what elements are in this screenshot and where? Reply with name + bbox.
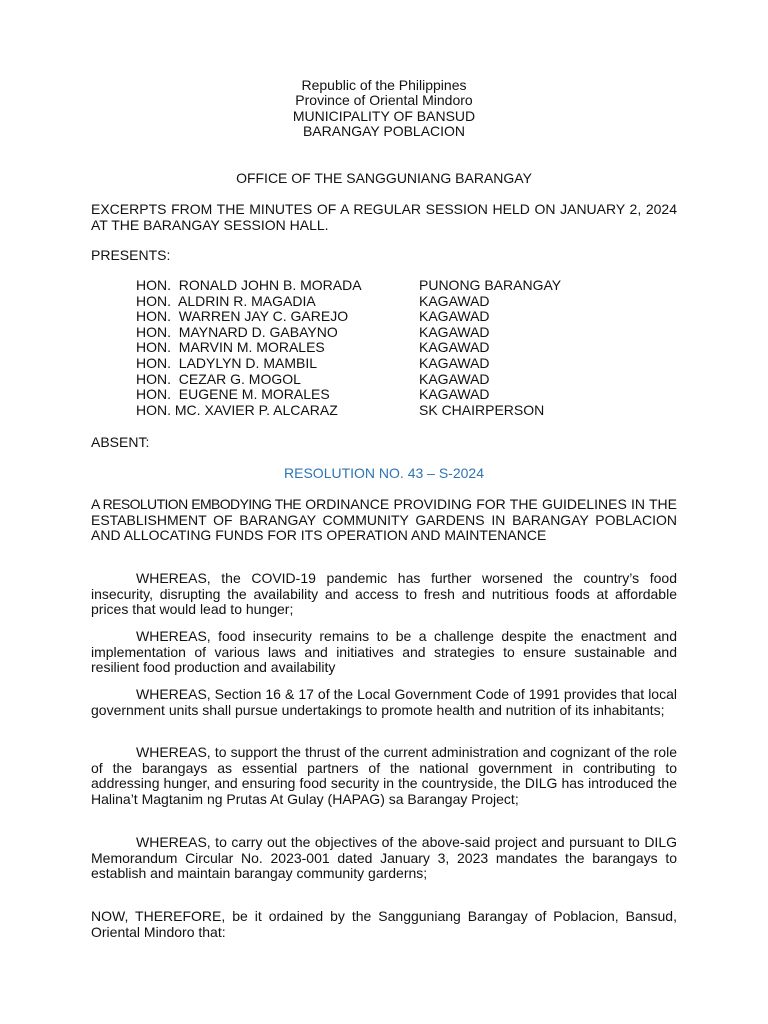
whereas-text: WHEREAS, food insecurity remains to be a challenge despite the enactment and implementation of various laws and initiatives and strategies to ensure sustainable and resilient food production and availability: [91, 628, 677, 676]
whereas-text: WHEREAS, to carry out the objectives of the above-said project and pursuant to DILG Memorandum Circular No. 2023-001 dated January 3, 2023 mandates the barangays to establish and maintain barangay community garderns;: [91, 834, 677, 882]
member-name: HON. WARREN JAY C. GAREJO: [136, 308, 349, 325]
member-position: KAGAWAD: [419, 370, 490, 387]
whereas-text: WHEREAS, Section 16 & 17 of the Local Government Code of 1991 provides that local government units shall pursue undertakings to promote health and nutrition of its inhabitants;: [91, 686, 677, 718]
resolution-title-rest: ORDINANCE PROVIDING FOR THE GUIDELINES IN THE ESTABLISHMENT OF BARANGAY COMMUNITY GARDENS IN BARANGAY POBLACION AND ALLOCATING FUNDS FOR ITS OPERATION AND MAINTENANCE: [91, 496, 677, 544]
member-position: KAGAWAD: [419, 323, 490, 340]
absent-label: ABSENT:: [91, 434, 150, 450]
office-title: OFFICE OF THE SANGGUNIANG BARANGAY: [236, 170, 532, 186]
whereas-clause: [91, 687, 677, 718]
members-list: [136, 278, 561, 418]
member-row: [136, 387, 561, 403]
member-position: PUNONG BARANGAY: [419, 277, 562, 293]
member-position: KAGAWAD: [419, 292, 490, 309]
member-position: KAGAWAD: [419, 339, 490, 356]
header-province: Province of Oriental Mindoro: [295, 92, 473, 109]
member-name: HON. MARVIN M. MORALES: [136, 339, 325, 356]
member-position: SK CHAIRPERSON: [419, 401, 545, 418]
member-name: HON. LADYLYN D. MAMBIL: [136, 354, 318, 371]
member-position: KAGAWAD: [419, 354, 490, 371]
member-row: [136, 278, 561, 294]
member-row: [136, 294, 561, 310]
member-row: [136, 356, 561, 372]
member-name: HON. EUGENE M. MORALES: [136, 386, 330, 403]
whereas-clause: [91, 835, 677, 882]
member-position: KAGAWAD: [419, 386, 490, 403]
header-republic: Republic of the Philippines: [301, 77, 467, 93]
resolution-title: [91, 497, 677, 544]
member-row: [136, 309, 561, 325]
member-name: HON. ALDRIN R. MAGADIA: [136, 292, 316, 309]
header-barangay: BARANGAY POBLACION: [302, 123, 466, 140]
whereas-clause: [91, 571, 677, 618]
member-row: [136, 340, 561, 356]
member-row: [136, 325, 561, 341]
presents-label: PRESENTS:: [91, 247, 171, 263]
resolution-title-lead: A RESOLUTION EMBODYING THE: [91, 496, 301, 512]
member-row: [136, 372, 561, 388]
member-row: [136, 403, 561, 419]
whereas-text: WHEREAS, to support the thrust of the current administration and cognizant of the role of the barangays as essential partners of the national government in contributing to addressing hunger, and ensuring food security in the countryside, the DILG has introduced the Halina’t Magtanim ng Prutas At Gulay (HAPAG) sa Barangay Project;: [91, 744, 677, 807]
member-name: HON. MAYNARD D. GABAYNO: [136, 323, 338, 340]
member-name: HON. CEZAR G. MOGOL: [136, 370, 301, 387]
letterhead: [0, 78, 768, 140]
whereas-clause: [91, 629, 677, 676]
whereas-text: WHEREAS, the COVID-19 pandemic has further worsened the country’s food insecurity, disrupting the availability and access to fresh and nutritious foods at affordable prices that would lead to hunger;: [91, 570, 677, 618]
header-municipality: MUNICIPALITY OF BANSUD: [292, 107, 476, 124]
member-position: KAGAWAD: [419, 308, 490, 325]
excerpt-statement: EXCERPTS FROM THE MINUTES OF A REGULAR SESSION HELD ON JANUARY 2, 2024 AT THE BARANGAY SESSION HALL.: [91, 201, 677, 233]
whereas-clause: [91, 745, 677, 807]
member-name: HON. RONALD JOHN B. MORADA: [136, 277, 362, 293]
now-therefore-clause: NOW, THEREFORE, be it ordained by the Sangguniang Barangay of Poblacion, Bansud, Oriental Mindoro that:: [91, 908, 677, 940]
member-name: HON. MC. XAVIER P. ALCARAZ: [136, 401, 338, 418]
resolution-number: RESOLUTION NO. 43 – S-2024: [284, 465, 484, 481]
